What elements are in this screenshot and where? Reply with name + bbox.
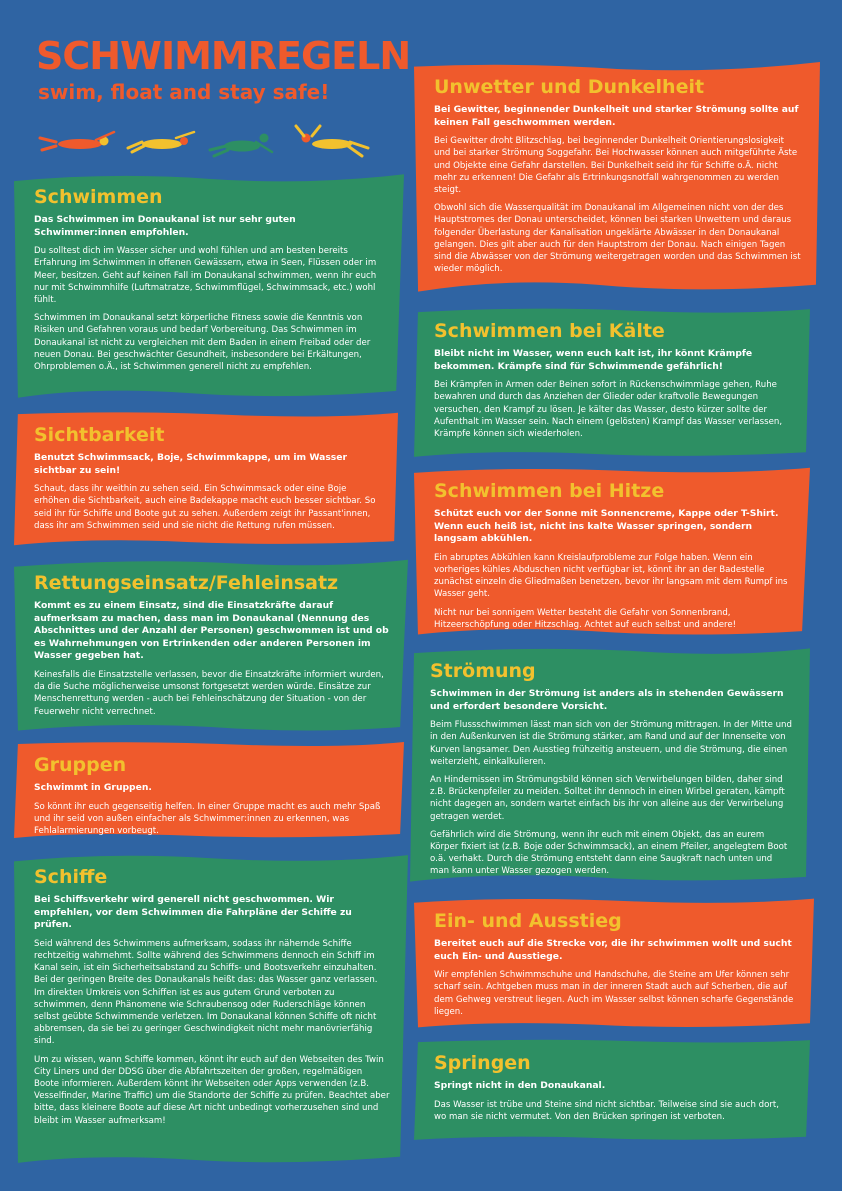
section-title: Sichtbarkeit xyxy=(34,424,165,446)
section-lead: Springt nicht in den Donaukanal. xyxy=(434,1080,606,1091)
swimmer-icon xyxy=(40,132,114,150)
section-schiffe xyxy=(14,852,408,1166)
section-title: Rettungseinsatz/Fehleinsatz xyxy=(34,572,339,594)
swimmer-icon xyxy=(296,126,368,156)
section-lead: Bei Schiffsverkehr wird generell nicht geschwommen. Wir empfehlen, vor dem Schwimmen die Fahrpläne der Schiffe zu prüfen. xyxy=(34,894,352,931)
section-lead: Schwimmt in Gruppen. xyxy=(34,782,152,793)
section-paragraph: Bei Gewitter droht Blitzschlag, bei beginnender Dunkelheit Orientierungslosigkeit und bei starker Strömung Soggefahr. Bei Hochwasser können auch mitgeführte Äste und Objekte eine Gefahr darstellen. Bei Dunkelheit seid ihr für Schiffe o.Ä. nicht mehr zu erkennen! Die Gefahr als Ertrinkungsnotfall wahrgenommen zu werden steigt. xyxy=(434,136,798,195)
swimmer-icon xyxy=(128,132,194,152)
page-title: SCHWIMMREGELN xyxy=(36,34,411,78)
section-lead: Kommt es zu einem Einsatz, sind die Einsatzkräfte darauf aufmerksam zu machen, dass man im Donaukanal (Nennung des Abschnittes und der Anzahl der Personen) geschwommen ist und ob es Wahrnehmungen von Ertrinkenden oder anderen Personen im Wasser gegeben hat. xyxy=(34,600,389,662)
section-rettungseinsatz xyxy=(14,558,408,734)
section-kaelte xyxy=(414,306,810,460)
section-lead: Bei Gewitter, beginnender Dunkelheit und starker Strömung sollte auf keinen Fall geschwommen werden. xyxy=(434,104,799,128)
section-paragraph: Du solltest dich im Wasser sicher und wohl fühlen und am besten bereits Erfahrung im Schwimmen in offenen Gewässern, etwa in Seen, Flüssen oder im Meer, besitzen. Geht auf keinen Fall im Donaukanal schwimmen, wenn ihr euch nur mit Schwimmhilfe (Luftmatratze, Schwimmflügel, Schwimmsack, etc.) wohl fühlt. xyxy=(34,246,377,305)
section-title: Schwimmen bei Kälte xyxy=(434,320,665,342)
section-lead: Das Schwimmen im Donaukanal ist nur sehr guten Schwimmer:innen empfohlen. xyxy=(34,214,296,238)
section-lead: Bleibt nicht im Wasser, wenn euch kalt ist, ihr könnt Krämpfe bekommen. Krämpfe sind für Schwimmende gefährlich! xyxy=(434,348,753,372)
section-paragraph: Gefährlich wird die Strömung, wenn ihr euch mit einem Objekt, das an eurem Körper fixiert ist (z.B. Boje oder Schwimmsack), an einem Pfeiler, angelegtem Boot o.ä. verhakt. Durch die Strömung entsteht dann eine Saugkraft nach unten und man kann unter Wasser gezogen werden. xyxy=(430,829,788,877)
section-lead: Schützt euch vor der Sonne mit Sonnencreme, Kappe oder T-Shirt. Wenn euch heiß ist, nicht ins kalte Wasser springen, sondern langsam abkühlen. xyxy=(434,508,779,545)
section-paragraph: Nicht nur bei sonnigem Wetter besteht die Gefahr von Sonnenbrand, Hitzeerschöpfung oder Hitzschlag. Achtet auf euch selbst und andere! xyxy=(434,607,737,630)
section-lead: Schwimmen in der Strömung ist anders als in stehenden Gewässern und erfordert besondere Vorsicht. xyxy=(430,688,784,712)
section-title: Schwimmen bei Hitze xyxy=(434,480,665,502)
section-title: Gruppen xyxy=(34,754,127,776)
section-schwimmen xyxy=(14,172,404,400)
section-paragraph: So könnt ihr euch gegenseitig helfen. In einer Gruppe macht es auch mehr Spaß und ihr seid von außen einfacher als Schwimmer:innen zu erkennen, was Fehlalarmierungen vorbeugt. xyxy=(34,801,381,836)
section-hitze xyxy=(414,466,810,638)
swimmer-illustrations xyxy=(36,122,376,166)
section-paragraph: An Hindernissen im Strömungsbild können sich Verwirbelungen bilden, daher sind z.B. Brückenpfeiler zu meiden. Solltet ihr dennoch in einen Wirbel geraten, kämpft nicht dagegen an, sondern wartet einfach bis ihr von alleine aus der Verwirbelung getragen werdet. xyxy=(430,775,785,822)
swimmer-icon xyxy=(210,134,272,157)
section-springen xyxy=(414,1038,810,1142)
section-gruppen xyxy=(14,740,404,840)
section-title: Unwetter und Dunkelheit xyxy=(434,76,705,98)
section-stroemung xyxy=(410,646,810,884)
section-paragraph: Wir empfehlen Schwimmschuhe und Handschuhe, die Steine am Ufer können sehr scharf sein. Achtgeben muss man in der inneren Stadt auch auf Scherben, die auf dem Gehweg verstreut liegen. Auch im Wasser selbst können scharfe Gegenstände liegen. xyxy=(434,970,794,1017)
section-paragraph: Ein abruptes Abkühlen kann Kreislaufprobleme zur Folge haben. Wenn ein vorheriges kühles Abduschen nicht verfügbar ist, könnt ihr an der Badestelle zunächst einzeln die Gliedmaßen benetzen, bevor ihr langsam mit dem Rumpf ins Wasser geht. xyxy=(434,552,788,600)
section-paragraph: Beim Flussschwimmen lässt man sich von der Strömung mittragen. In der Mitte und in den Außenkurven ist die Strömung stärker, am Rand und auf der Innenseite von Kurven langsamer. Den Ausstieg frühzeitig ansteuern, und die Strömung, die einen weiterzieht, einkalkulieren. xyxy=(430,720,792,767)
section-sichtbarkeit xyxy=(14,410,398,548)
section-paragraph: Das Wasser ist trübe und Steine sind nicht sichtbar. Teilweise sind sie auch dort, wo man sie nicht vermutet. Von den Brücken springen ist verboten. xyxy=(434,1099,779,1122)
section-lead: Benutzt Schwimmsack, Boje, Schwimmkappe, um im Wasser sichtbar zu sein! xyxy=(34,452,348,476)
section-title: Schwimmen xyxy=(34,186,163,208)
page-subtitle: swim, float and stay safe! xyxy=(38,80,330,104)
section-unwetter xyxy=(414,62,820,294)
section-lead: Bereitet euch auf die Strecke vor, die ihr schwimmen wollt und sucht euch Ein- und Ausstiege. xyxy=(434,938,792,962)
section-paragraph: Um zu wissen, wann Schiffe kommen, könnt ihr euch auf den Webseiten des Twin City Liners und der DDSG über die Abfahrtszeiten der großen, regelmäßigen Boote informieren. Außerdem könnt ihr Webseiten oder Apps verwenden (z.B. Vesselfinder, Marine Traffic) um die Standorte der Schiffe zu prüfen. Beachtet aber bitte, dass kleinere Boote auf diese Art nicht unbedingt vorherzusehen sind und bleibt im Wasser aufmerksam! xyxy=(34,1054,390,1126)
section-title: Strömung xyxy=(430,660,536,682)
section-paragraph: Schaut, dass ihr weithin zu sehen seid. Ein Schwimmsack oder eine Boje erhöhen die Sichtbarkeit, auch eine Badekappe macht euch besser sichtbar. So seid ihr für Schiffe und Boote gut zu sehen. Außerdem zeigt ihr Passant'innen, dass ihr am Schwimmen seid und sie nicht die Rettung rufen müssen. xyxy=(34,484,376,531)
section-title: Ein- und Ausstieg xyxy=(434,910,622,932)
section-title: Schiffe xyxy=(34,866,108,888)
section-paragraph: Seid während des Schwimmens aufmerksam, sodass ihr nähernde Schiffe rechtzeitig wahrnehmt. Sollte während des Schwimmens dennoch ein Schiff im Kanal sein, ist ein Sicherheitsabstand zu Schiffs- und Bootsverkehr einzuhalten. Bei der geringen Breite des Donaukanals heißt das: das Wasser ganz verlassen. Im direkten Umkreis von Schiffen ist es aus gutem Grund verboten zu schwimmen, denn Phänomene wie Schraubensog oder Ruderschläge können selbst geübte Schwimmende verletzen. Im Donaukanal können Schiffe oft nicht abbremsen, da sie bei zu geringer Geschwindigkeit nicht mehr manövrierfähig sind. xyxy=(34,938,378,1047)
section-ausstieg xyxy=(414,896,814,1030)
section-paragraph: Obwohl sich die Wasserqualität im Donaukanal im Allgemeinen nicht von der des Hauptstromes der Donau unterscheidet, können bei starken Unwettern und daraus folgender Überlastung der Kanalisation ungeklärte Abwässer in den Donaukanal gelangen. Dies gilt aber auch für den Hauptstrom der Donau. Nach einigen Tagen sind die Abwässer von der Strömung weitergetragen worden und das Schwimmen ist wieder möglich. xyxy=(434,203,801,275)
section-paragraph: Schwimmen im Donaukanal setzt körperliche Fitness sowie die Kenntnis von Risiken und Gefahren voraus und bedarf Vorbereitung. Das Schwimmen im Donaukanal ist nicht zu vergleichen mit dem Baden in einem Freibad oder der neuen Donau. Bei geschwächter Gesundheit, insbesondere bei Erkältungen, Ohrproblemen o.Ä., ist Schwimmen generell nicht zu empfehlen. xyxy=(34,313,371,373)
section-paragraph: Keinesfalls die Einsatzstelle verlassen, bevor die Einsatzkräfte informiert wurden, da die Suche möglicherweise umsonst fortgesetzt werden würde. Einsätze zur Menschenrettung werden - auch bei Fehleinschätzung der Situation - von der Feuerwehr nicht verrechnet. xyxy=(34,669,384,717)
section-paragraph: Bei Krämpfen in Armen oder Beinen sofort in Rückenschwimmlage gehen, Ruhe bewahren und durch das Anziehen der Glieder oder kraftvolle Bewegungen versuchen, den Krampf zu lösen. Je kälter das Wasser, desto kürzer sollte der Aufenthalt im Wasser sein. Nach einem (gelösten) Krampf das Wasser verlassen, Krämpfe können sich wiederholen. xyxy=(434,380,783,439)
section-title: Springen xyxy=(434,1052,531,1074)
